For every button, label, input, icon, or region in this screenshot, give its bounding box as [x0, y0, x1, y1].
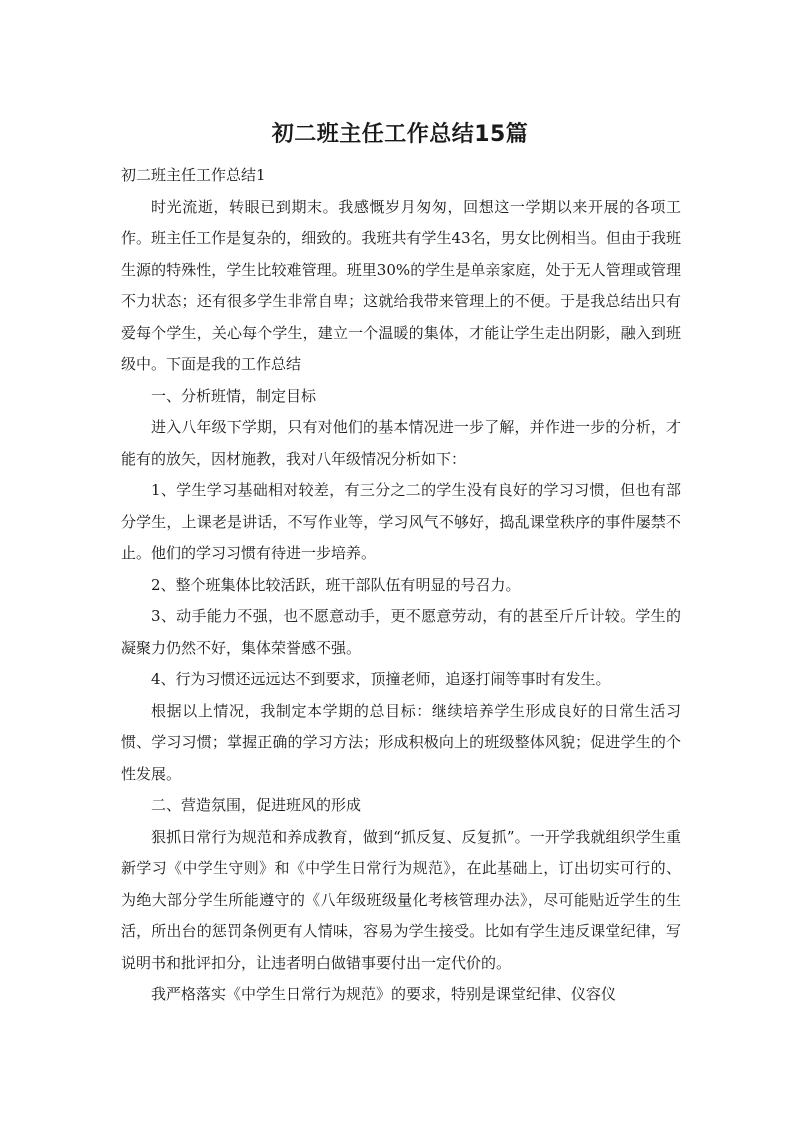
paragraph-analysis: 进入八年级下学期，只有对他们的基本情况进一步了解，并作进一步的分析，才能有的放矢，因材施教，我对八年级情况分析如下：	[121, 418, 681, 468]
paragraph-intro: 时光流逝，转眼已到期末。我感慨岁月匆匆，回想这一学期以来开展的各项工作。班主任工作是复杂的，细致的。我班共有学生43名，男女比例相当。但由于我班生源的特殊性，学生比较难管理。班里30%的学生是单亲家庭，处于无人管理或管理不力状态；还有很多学生非常自卑；这就给我带来管理上的不便。于是我总结出只有爱每个学生，关心每个学生，建立一个温暖的集体，才能让学生走出阴影，融入到班级中。下面是我的工作总结	[121, 197, 681, 373]
list-item-4: 4、行为习惯还远远达不到要求，顶撞老师，追逐打闹等事时有发生。	[151, 670, 611, 688]
document-body	[121, 160, 681, 1011]
heading-analysis: 一、分析班情，制定目标	[151, 386, 317, 405]
paragraph-implementation: 我严格落实《中学生日常行为规范》的要求，特别是课堂纪律、仪容仪	[151, 985, 617, 1003]
document-title: 初二班主任工作总结15篇	[271, 122, 529, 147]
list-item-3: 3、动手能力不强，也不愿意动手，更不愿意劳动，有的甚至斤斤计较。学生的凝聚力仍然不好，集体荣誉感不强。	[121, 607, 681, 657]
paragraph-discipline: 狠抓日常行为规范和养成教育，做到“抓反复、反复抓”。一开学我就组织学生重新学习《中学生守则》和《中学生日常行为规范》，在此基础上，订出切实可行的、为绝大部分学生所能遵守的《八年级班级量化考核管理办法》，尽可能贴近学生的生活，所出台的惩罚条例更有人情味，容易为学生接受。比如有学生违反课堂纪律，写说明书和批评扣分，让违者明白做错事要付出一定代价的。	[121, 827, 681, 972]
section-heading: 初二班主任工作总结1	[121, 166, 266, 184]
paragraph-goals: 根据以上情况，我制定本学期的总目标：继续培养学生形成良好的日常生活习惯、学习习惯；掌握正确的学习方法；形成积极向上的班级整体风貌；促进学生的个性发展。	[121, 701, 681, 783]
heading-atmosphere: 二、营造氛围，促进班风的形成	[151, 796, 362, 814]
list-item-1: 1、学生学习基础相对较差，有三分之二的学生没有良好的学习习惯，但也有部分学生，上课老是讲话，不写作业等，学习风气不够好，捣乱课堂秩序的事件屡禁不止。他们的学习习惯有待进一步培养。	[121, 481, 681, 562]
list-item-2: 2、整个班集体比较活跃，班干部队伍有明显的号召力。	[151, 575, 521, 594]
